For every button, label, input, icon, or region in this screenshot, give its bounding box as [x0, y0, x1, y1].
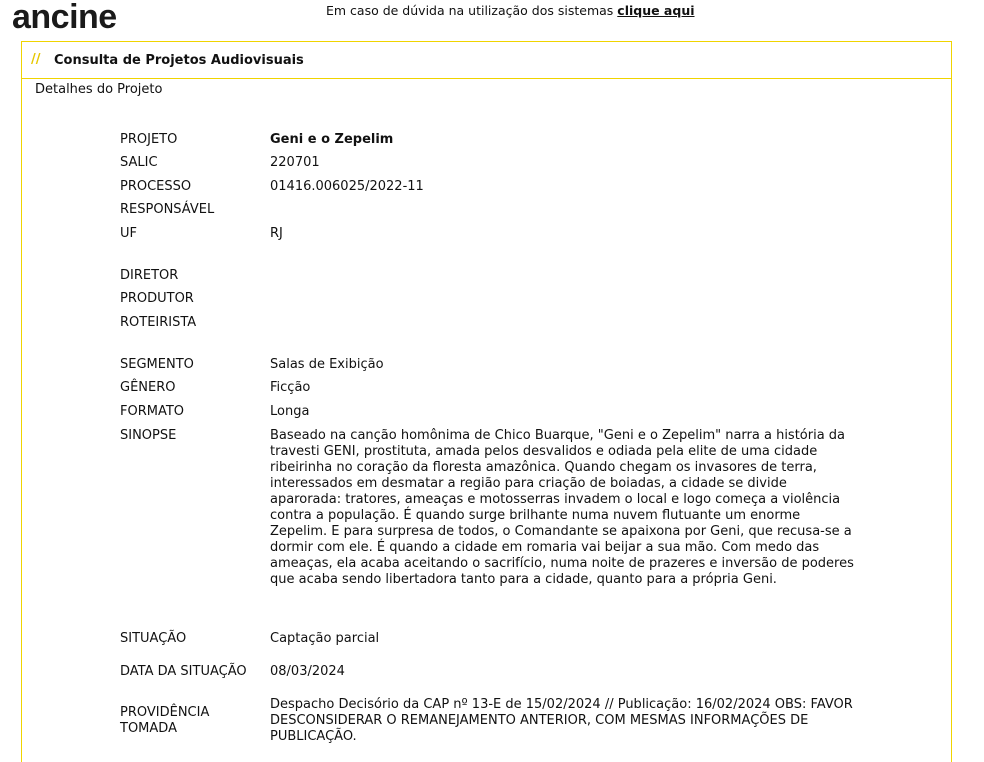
field-label: PROJETO: [120, 132, 178, 147]
field-value: Captação parcial: [270, 631, 380, 646]
help-link[interactable]: clique aqui: [617, 3, 695, 18]
field-value: RJ: [270, 226, 283, 241]
field-value: 01416.006025/2022-11: [270, 179, 424, 194]
field-label: ROTEIRISTA: [120, 315, 197, 330]
field-value: Longa: [270, 404, 310, 419]
field-value: Ficção: [270, 380, 311, 395]
ancine-logo[interactable]: ancine: [12, 0, 117, 36]
panel-header: [22, 42, 951, 79]
field-value: Geni e o Zepelim: [270, 132, 394, 147]
field-label: PROCESSO: [120, 179, 192, 194]
header-slashes: //: [31, 52, 41, 67]
field-value: Salas de Exibição: [270, 357, 384, 372]
field-label: DIRETOR: [120, 268, 179, 283]
field-value: 220701: [270, 155, 320, 170]
field-label: UF: [120, 226, 137, 241]
field-label: SITUAÇÃO: [120, 631, 187, 646]
synopsis-text: Baseado na canção homônima de Chico Buarque, "Geni e o Zepelim" narra a história da travesti GENI, prostituta, amada pelos desvalidos e odiada pela elite de uma cidade ribeirinha no coração da floresta amazônica. Quando chegam os invasores de terra, interessados em desmatar a região para criação de boiadas, a cidade se divide aparorada: tratores, ameaças e motosserras invadem o local e logo começa a violência contra a população. É quando surge brilhante numa nuvem flutuante um enorme Zepelim. E para surpresa de todos, o Comandante se apaixona por Geni, que recusa-se a dormir com ele. É quando a cidade em romaria vai beijar a sua mão. Com medo das ameaças, ela acaba aceitando o sacrifício, numa noite de prazeres e inversão de poderes que acaba sendo libertadora tanto para a cidade, quanto para a própria Geni.: [270, 428, 854, 587]
field-label: FORMATO: [120, 404, 185, 419]
help-line: [326, 3, 695, 18]
field-label: DATA DA SITUAÇÃO: [120, 664, 247, 679]
panel-subtitle: Detalhes do Projeto: [35, 82, 163, 97]
field-label: GÊNERO: [120, 380, 176, 395]
field-label: PROVIDÊNCIA TOMADA: [120, 705, 210, 736]
project-panel: [21, 41, 952, 762]
help-text: Em caso de dúvida na utilização dos sistemas: [326, 3, 614, 18]
field-label: SINOPSE: [120, 428, 177, 443]
field-label: SALIC: [120, 155, 158, 170]
field-label: SEGMENTO: [120, 357, 194, 372]
field-label: PRODUTOR: [120, 291, 194, 306]
field-value: Despacho Decisório da CAP nº 13-E de 15/02/2024 // Publicação: 16/02/2024 OBS: FAVOR DESCONSIDERAR O REMANEJAMENTO ANTERIOR, COM MESMAS INFORMAÇÕES DE PUBLICAÇÃO.: [270, 697, 853, 744]
field-value: 08/03/2024: [270, 664, 345, 679]
panel-title: Consulta de Projetos Audiovisuais: [54, 53, 304, 68]
field-label: RESPONSÁVEL: [120, 202, 215, 217]
